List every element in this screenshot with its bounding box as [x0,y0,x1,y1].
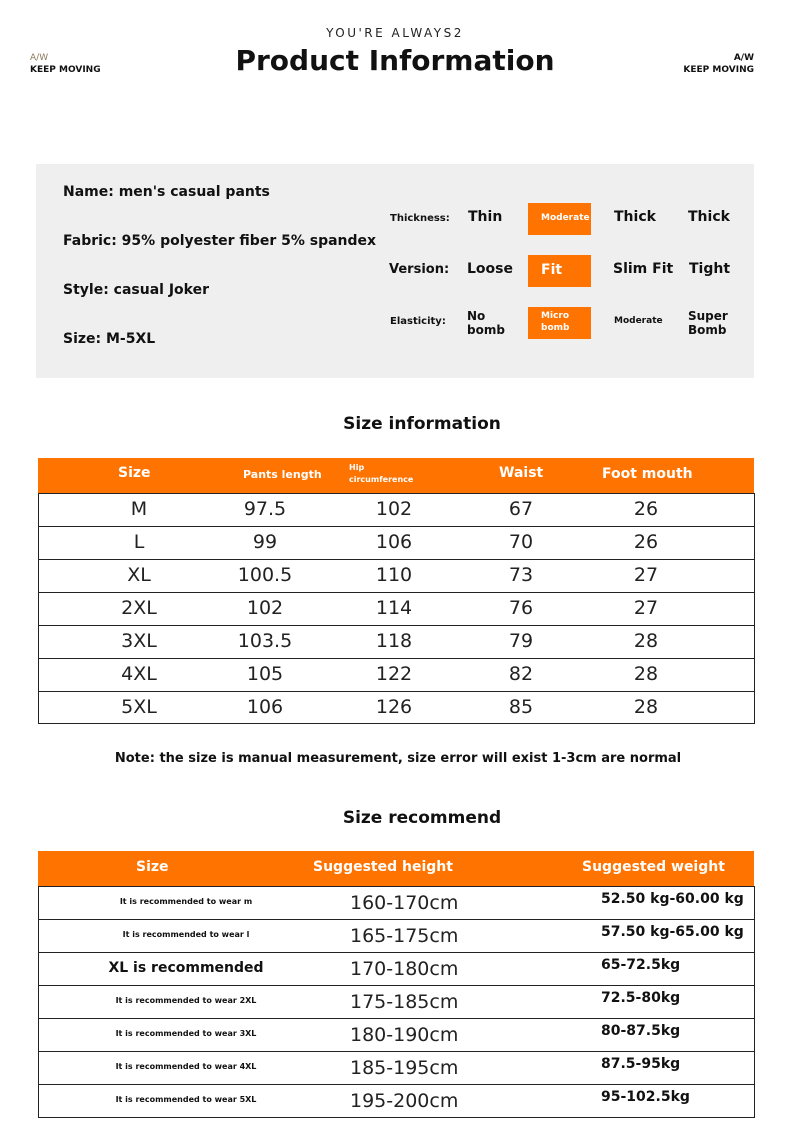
cell-suggested-height: 185-195cm [350,1057,459,1079]
cell-hip: 122 [375,663,413,685]
cell-suggested-weight: 57.50 kg-65.00 kg [601,924,744,940]
cell-pants-length: 106 [246,696,284,718]
tagline: YOU'RE ALWAYS2 [326,26,464,40]
version-option: Fit [541,262,563,278]
version-option: Slim Fit [613,261,674,277]
cell-size: 4XL [121,663,157,685]
brand-slogan: KEEP MOVING [683,65,754,75]
col-header-pants-length: Pants length [243,468,322,481]
cell-waist: 76 [508,597,534,619]
thickness-option: Thick [688,209,730,225]
thickness-option: Thin [468,209,503,225]
cell-foot-mouth: 27 [633,564,659,586]
size-recommend-title: Size recommend [342,808,502,828]
cell-foot-mouth: 26 [633,531,659,553]
cell-hip: 110 [375,564,413,586]
version-label: Version: [389,262,450,277]
size-info-header [38,458,754,493]
thickness-option: Moderate [541,213,590,223]
product-fabric: Fabric: 95% polyester fiber 5% spandex [63,233,377,249]
cell-foot-mouth: 28 [633,630,659,652]
cell-size: 3XL [121,630,157,652]
cell-suggested-height: 170-180cm [350,958,459,980]
cell-hip: 114 [375,597,413,619]
cell-size: L [133,531,145,553]
cell-hip: 126 [375,696,413,718]
brand-slogan: KEEP MOVING [30,65,101,75]
brand-season: A/W [30,53,49,63]
elasticity-selected-badge [528,307,591,339]
cell-waist: 79 [508,630,534,652]
col-header-hip: Hip circumference [349,463,414,484]
cell-waist: 67 [508,498,534,520]
cell-waist: 73 [508,564,534,586]
thickness-option: Thick [614,209,656,225]
cell-pants-length: 102 [246,597,284,619]
product-size: Size: M-5XL [63,331,156,347]
cell-suggested-height: 160-170cm [350,892,459,914]
elasticity-option: Micro bomb [541,311,570,333]
cell-size-recommendation: It is recommended to wear m [119,897,253,906]
col-header-foot-mouth: Foot mouth [602,466,693,482]
product-style: Style: casual Joker [63,282,209,298]
cell-suggested-weight: 72.5-80kg [601,990,681,1006]
cell-suggested-height: 180-190cm [350,1024,459,1046]
elasticity-option: Moderate [614,316,663,326]
cell-pants-length: 100.5 [237,564,293,586]
elasticity-label: Elasticity: [390,316,446,327]
cell-foot-mouth: 26 [633,498,659,520]
cell-hip: 118 [375,630,413,652]
cell-hip: 102 [375,498,413,520]
product-name: Name: men's casual pants [63,184,270,200]
cell-hip: 106 [375,531,413,553]
cell-size-recommendation: It is recommended to wear 3XL [115,1029,257,1038]
brand-mark-left [30,52,101,76]
page-title: Product Information [235,44,555,77]
cell-waist: 82 [508,663,534,685]
brand-season: A/W [733,53,754,63]
cell-suggested-weight: 95-102.5kg [601,1089,690,1105]
thickness-selected-badge [528,203,591,235]
col-header-suggested-height: Suggested height [313,859,453,875]
cell-suggested-weight: 80-87.5kg [601,1023,681,1039]
elasticity-option: No bomb [467,309,505,337]
cell-suggested-weight: 52.50 kg-60.00 kg [601,891,744,907]
col-header-size: Size [118,465,151,481]
col-header-waist: Waist [499,465,544,481]
cell-suggested-height: 175-185cm [350,991,459,1013]
cell-pants-length: 105 [246,663,284,685]
cell-size: 5XL [121,696,157,718]
cell-foot-mouth: 28 [633,696,659,718]
cell-suggested-height: 195-200cm [350,1090,459,1112]
cell-waist: 70 [508,531,534,553]
measurement-note: Note: the size is manual measurement, size error will exist 1-3cm are normal [114,751,682,766]
col-header-size: Size [136,859,169,875]
version-selected-badge [528,255,591,287]
cell-foot-mouth: 28 [633,663,659,685]
elasticity-option: Super Bomb [688,309,728,337]
cell-foot-mouth: 27 [633,597,659,619]
cell-size: XL [127,564,151,586]
brand-mark-right [683,52,754,76]
version-option: Loose [467,261,513,277]
cell-size: M [130,498,148,520]
cell-suggested-weight: 87.5-95kg [601,1056,681,1072]
cell-size-recommendation: It is recommended to wear 2XL [115,996,257,1005]
size-information-title: Size information [343,414,501,434]
cell-size: 2XL [121,597,157,619]
cell-suggested-height: 165-175cm [350,925,459,947]
cell-pants-length: 103.5 [237,630,293,652]
col-header-suggested-weight: Suggested weight [582,859,725,875]
cell-size-recommendation: It is recommended to wear 4XL [115,1062,257,1071]
cell-size-recommendation: It is recommended to wear l [122,930,250,939]
version-option: Tight [689,261,731,277]
size-recommend-header [38,851,754,886]
cell-size-recommendation: XL is recommended [108,960,264,976]
cell-waist: 85 [508,696,534,718]
cell-suggested-weight: 65-72.5kg [601,957,681,973]
cell-size-recommendation: It is recommended to wear 5XL [115,1095,257,1104]
cell-pants-length: 97.5 [243,498,287,520]
cell-pants-length: 99 [252,531,278,553]
thickness-label: Thickness: [390,213,450,224]
